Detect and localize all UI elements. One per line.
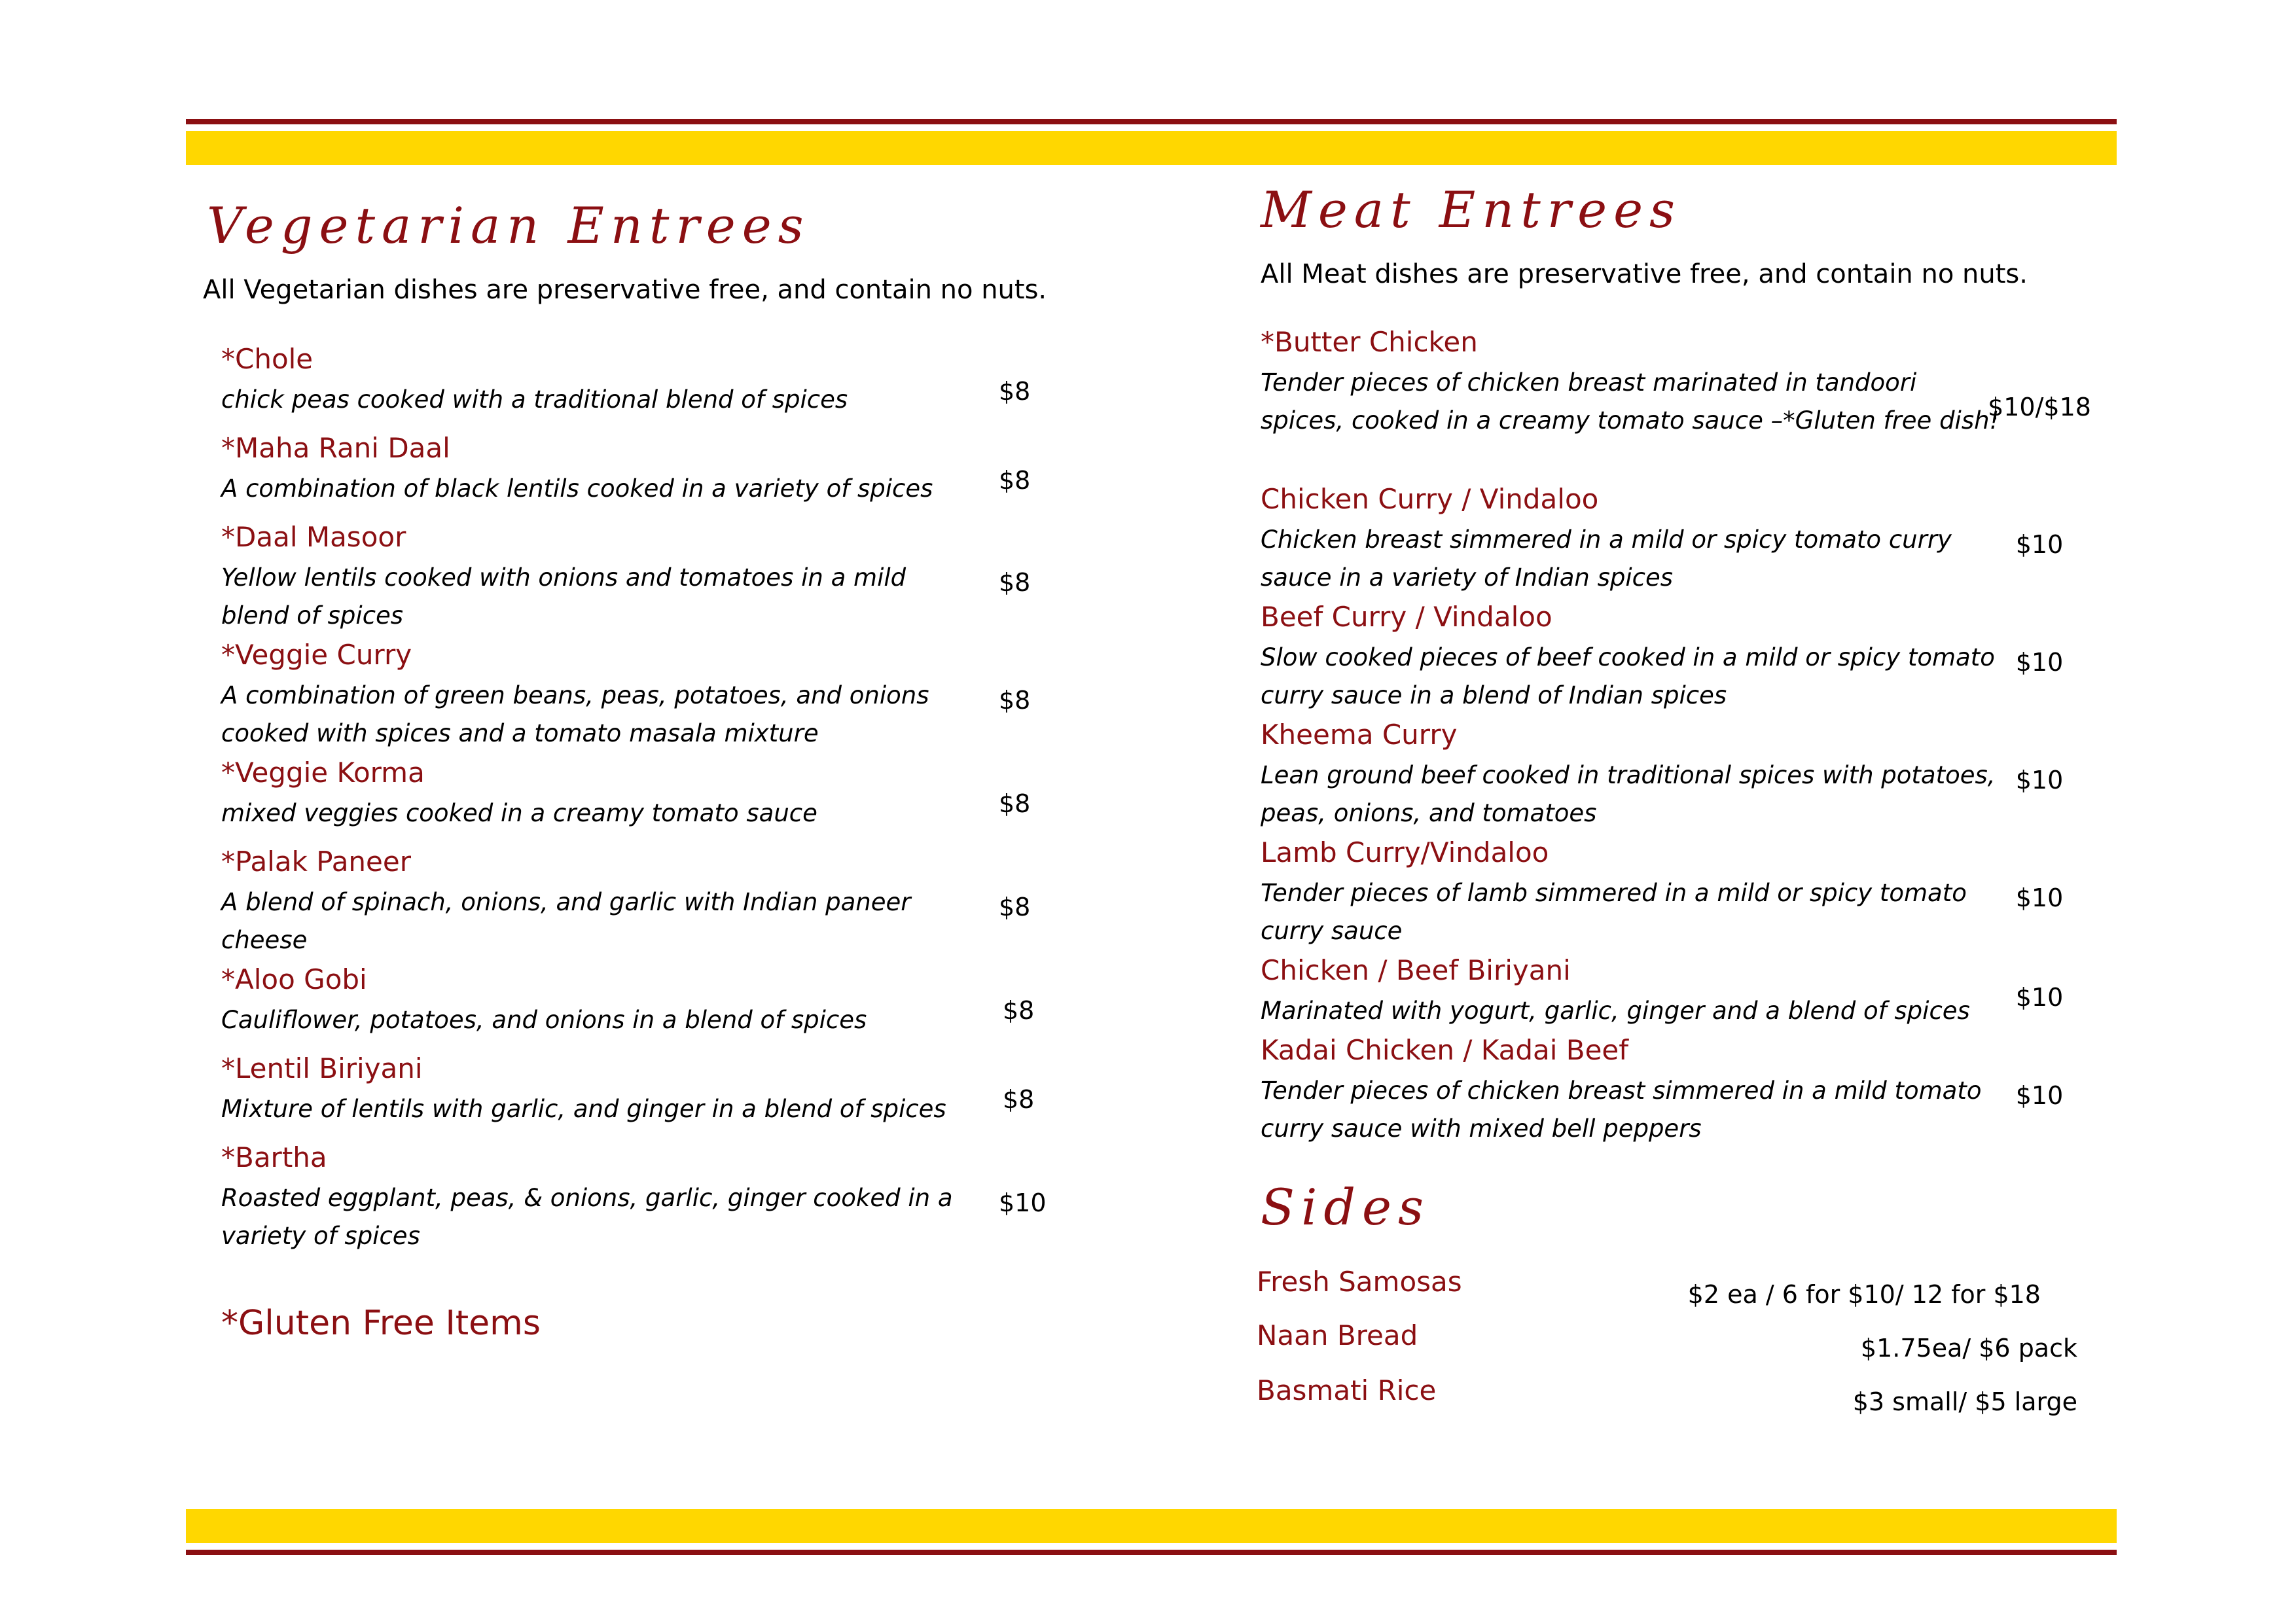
meat-note: All Meat dishes are preservative free, and contain no nuts. — [1261, 259, 2028, 289]
veg-item-name: *Lentil Biriyani — [221, 1052, 423, 1084]
meat-item-desc: Tender pieces of chicken breast simmered in a mild tomato curry sauce with mixed bell peppers — [1261, 1077, 1982, 1143]
veg-item-desc: A combination of green beans, peas, potatoes, and onions cooked with spices and a tomato masala mixture — [221, 681, 929, 747]
veg-item-name: *Chole — [221, 343, 314, 375]
meat-item-name: Lamb Curry/Vindaloo — [1261, 836, 1549, 868]
veg-item-name: *Daal Masoor — [221, 521, 406, 553]
veg-item-desc: Cauliflower, potatoes, and onions in a blend of spices — [221, 1006, 867, 1034]
veg-item-name: *Veggie Curry — [221, 639, 412, 671]
meat-item-name: Chicken Curry / Vindaloo — [1261, 483, 1599, 515]
veg-item-desc: chick peas cooked with a traditional blend of spices — [221, 385, 848, 414]
top-yellow-band — [186, 131, 2117, 165]
side-item-price: $2 ea / 6 for $10/ 12 for $18 — [1687, 1280, 2041, 1309]
meat-item-price: $10 — [2015, 766, 2064, 794]
meat-item-price: $10 — [2015, 883, 2064, 912]
meat-item-desc: Tender pieces of lamb simmered in a mild or spicy tomato curry sauce — [1261, 879, 1967, 945]
vegetarian-note: All Vegetarian dishes are preservative free, and contain no nuts. — [203, 275, 1047, 305]
veg-item-price: $8 — [999, 377, 1031, 406]
side-item-name: Basmati Rice — [1257, 1374, 1437, 1406]
veg-item-price: $10 — [999, 1188, 1047, 1217]
veg-item-desc: A blend of spinach, onions, and garlic with Indian paneer cheese — [221, 888, 911, 954]
meat-item-name: Beef Curry / Vindaloo — [1261, 601, 1552, 633]
veg-item-name: *Aloo Gobi — [221, 963, 367, 995]
meat-item-desc: Slow cooked pieces of beef cooked in a mild or spicy tomato curry sauce in a blend of Indian spices — [1261, 643, 1995, 709]
veg-item-desc: Roasted eggplant, peas, & onions, garlic, ginger cooked in a variety of spices — [221, 1184, 953, 1250]
meat-item-name: Kheema Curry — [1261, 719, 1458, 751]
meat-item-desc: Tender pieces of chicken breast marinated in tandoori spices, cooked in a creamy tomato sauce –*Gluten free dish! — [1261, 368, 2000, 435]
meat-title: Meat Entrees — [1261, 181, 1682, 239]
meat-item-name: *Butter Chicken — [1261, 326, 1478, 358]
veg-item-price: $8 — [999, 568, 1031, 597]
veg-item-name: *Maha Rani Daal — [221, 432, 450, 464]
meat-item-desc: Chicken breast simmered in a mild or spicy tomato curry sauce in a variety of Indian spices — [1261, 526, 1952, 592]
side-item-name: Naan Bread — [1257, 1319, 1418, 1351]
veg-item-desc: A combination of black lentils cooked in a variety of spices — [221, 474, 933, 503]
meat-item-price: $10 — [2015, 1081, 2064, 1110]
top-maroon-rule — [186, 119, 2117, 124]
gluten-free-note: *Gluten Free Items — [221, 1304, 541, 1343]
veg-item-desc: Mixture of lentils with garlic, and ginger in a blend of spices — [221, 1095, 946, 1123]
bottom-yellow-band — [186, 1509, 2117, 1543]
side-item-price: $3 small/ $5 large — [1852, 1387, 2077, 1416]
meat-item-price: $10/$18 — [1988, 393, 2091, 421]
veg-item-price: $8 — [1003, 996, 1035, 1025]
meat-item-desc: Lean ground beef cooked in traditional spices with potatoes, peas, onions, and tomatoes — [1261, 761, 1996, 827]
veg-item-name: *Palak Paneer — [221, 846, 412, 878]
veg-item-desc: mixed veggies cooked in a creamy tomato sauce — [221, 799, 817, 827]
veg-item-price: $8 — [999, 686, 1031, 715]
meat-item-name: Kadai Chicken / Kadai Beef — [1261, 1034, 1629, 1066]
meat-item-desc: Marinated with yogurt, garlic, ginger and a blend of spices — [1261, 997, 1970, 1025]
side-item-name: Fresh Samosas — [1257, 1266, 1462, 1298]
meat-item-price: $10 — [2015, 648, 2064, 677]
sides-title: Sides — [1261, 1178, 1430, 1236]
veg-item-price: $8 — [1003, 1085, 1035, 1114]
veg-item-price: $8 — [999, 466, 1031, 495]
veg-item-name: *Veggie Korma — [221, 757, 425, 789]
veg-item-price: $8 — [999, 893, 1031, 921]
meat-item-name: Chicken / Beef Biriyani — [1261, 954, 1571, 986]
veg-item-name: *Bartha — [221, 1141, 327, 1173]
veg-item-desc: Yellow lentils cooked with onions and tomatoes in a mild blend of spices — [221, 563, 906, 630]
veg-item-price: $8 — [999, 789, 1031, 818]
side-item-price: $1.75ea/ $6 pack — [1860, 1334, 2077, 1363]
bottom-maroon-rule — [186, 1550, 2117, 1555]
vegetarian-title: Vegetarian Entrees — [207, 196, 810, 255]
meat-item-price: $10 — [2015, 530, 2064, 559]
meat-item-price: $10 — [2015, 983, 2064, 1012]
